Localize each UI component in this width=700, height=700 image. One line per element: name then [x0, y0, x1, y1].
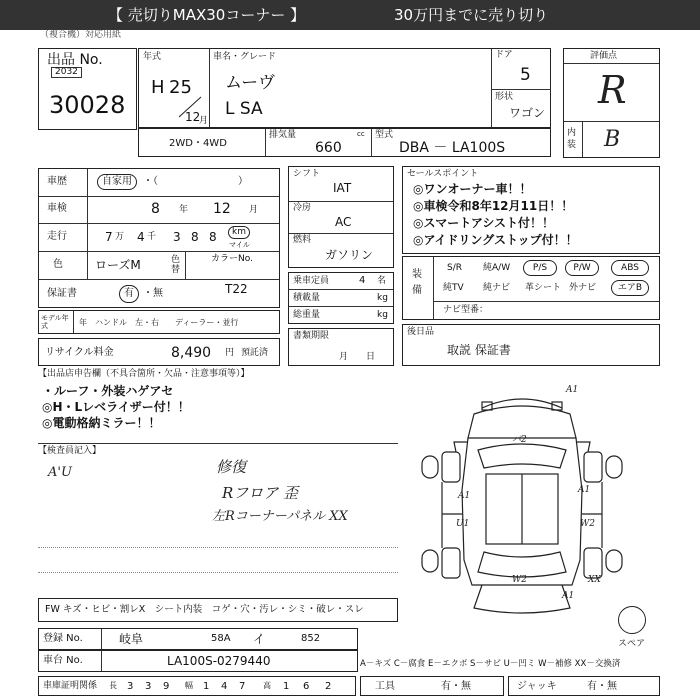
lot-number: 30028 [49, 91, 126, 119]
spare-label: スペア [618, 639, 646, 649]
equip-ext-navi: 外ナビ [569, 283, 597, 293]
color-change-label: 色替 [171, 255, 181, 275]
model-label: 型式 [375, 130, 394, 140]
mileage-d3: 3 [173, 230, 181, 244]
doors-value: 5 [520, 65, 531, 85]
inspector-label: 【検査員記入】 [38, 446, 102, 456]
recycle-unit: 円 [225, 348, 235, 358]
equip-leather: 革シート [525, 283, 562, 293]
color-value: ローズM [95, 258, 141, 272]
mileage-man: 7 [105, 230, 113, 244]
ac-label: 冷房 [293, 203, 312, 213]
cert-f1: 3 [127, 681, 134, 692]
history-rest: ・（ ） [143, 176, 248, 187]
banner-left: 【 売切りMAX30コーナー 】 [108, 6, 306, 24]
car-grade: L SA [225, 99, 263, 119]
tools-box [360, 676, 504, 696]
spare-tire-icon [618, 606, 646, 634]
equip-aw: 純A/W [483, 263, 511, 273]
sales-point-2: ◎車検令和8年12月11日！！ [413, 199, 574, 213]
registration-region: 岐阜 [119, 632, 144, 646]
later-label: 後日品 [407, 327, 435, 337]
damage-mark-8: XX [588, 575, 601, 585]
cert-f8: 高 [263, 681, 271, 690]
interior-value: B [604, 127, 621, 152]
model-year-row [38, 310, 280, 334]
header-note: （複合機）対応用紙 [40, 30, 122, 40]
sales-point-1: ◎ワンオーナー車！！ [413, 182, 532, 196]
inspection-label: 車検 [47, 203, 67, 214]
damage-codes: A－キズ C－腐食 E－エクボ S－サビ U－凹ミ W－補修 XX－交換済 [360, 659, 621, 669]
damage-mark-5: A1 [578, 485, 591, 495]
color-label: 色 [53, 259, 63, 270]
damage-mark-6: W2 [580, 519, 595, 529]
exhibitor-line-2: ◎H・Lレベライザー付！！ [42, 400, 190, 414]
capacity-label: 乗車定員 [293, 276, 330, 286]
mileage-d5: 8 [209, 230, 217, 244]
mileage-d4: 8 [191, 230, 199, 244]
score-box [563, 48, 660, 158]
displacement-label: 排気量 [269, 130, 297, 140]
exhibitor-label: 【出品店申告欄（不具合箇所・欠品・注意事項等）】 [38, 369, 250, 379]
equipment-label: 装備 [412, 269, 422, 296]
chassis-value: LA100S-0279440 [167, 654, 271, 668]
jack-value: 有・無 [587, 681, 617, 692]
weight-label: 総重量 [293, 310, 321, 320]
color-code-label: カラーNo. [211, 254, 253, 264]
cert-f11: 2 [325, 681, 332, 692]
equip-airbag: エアB [611, 280, 649, 296]
displacement-value: 660 [315, 140, 342, 156]
registration-number: 852 [301, 633, 321, 644]
load-unit: kg [377, 293, 388, 303]
docs-box [288, 328, 394, 366]
inspector-hw-3: 左Rコーナーパネル XX [212, 509, 348, 524]
equip-tv: 純TV [443, 283, 464, 293]
fuel-value: ガソリン [325, 248, 374, 262]
doors-label: ドア [495, 50, 513, 60]
sales-label: セールスポイント [407, 169, 479, 179]
damage-mark-4: U1 [456, 519, 470, 529]
chassis-label: 車台 No. [43, 655, 83, 666]
ac-value: AC [335, 215, 352, 229]
sales-box [402, 166, 660, 254]
tools-label: 工具 [375, 681, 395, 692]
cert-row [38, 676, 356, 696]
banner-right: 30万円までに売り切り [394, 6, 549, 24]
recycle-row [38, 338, 280, 366]
detail-table [38, 168, 280, 308]
inspection-year: 8 [151, 201, 160, 217]
damage-mark-1: A1 [566, 385, 579, 395]
drive-type: 2WD・4WD [169, 138, 227, 149]
sales-point-3: ◎スマートアシスト付！！ [413, 216, 555, 230]
registration-kana: イ [253, 632, 266, 646]
shift-value: IAT [333, 181, 352, 195]
cert-f5: 1 [203, 681, 210, 692]
inspection-year-unit: 年 [179, 205, 189, 215]
damage-legend-text: FW キズ・ヒビ・割レX シート内装 コゲ・穴・汚レ・シミ・破レ・スレ [45, 604, 364, 615]
damage-mark-3: A1 [458, 491, 471, 501]
sales-point-4: ◎アイドリングストップ付！！ [413, 233, 578, 247]
model-year-label: モデル年式 [41, 314, 69, 330]
shift-label: シフト [293, 169, 321, 179]
cert-f3: 9 [163, 681, 170, 692]
cert-f0: 長 [109, 681, 117, 690]
equip-navi-model: ナビ型番： [443, 305, 489, 315]
year-month: 12 [185, 110, 201, 124]
recycle-note: 預託済 [241, 348, 269, 358]
capacity-value: 4 [359, 275, 366, 286]
cert-label: 車庫証明関係 [43, 681, 98, 691]
warranty-no: ・無 [143, 288, 163, 299]
score-value: R [598, 68, 627, 112]
tools-value: 有・無 [441, 681, 471, 692]
equip-ps: P/S [523, 260, 557, 276]
mileage-man-unit: 万 [115, 232, 125, 242]
shape-label: 形状 [495, 92, 514, 102]
score-label: 評価点 [590, 51, 618, 61]
cert-f6: 4 [221, 681, 228, 692]
jack-label: ジャッキ [517, 681, 557, 692]
middle-table [288, 166, 394, 268]
spec-row [138, 128, 551, 157]
year-label: 年式 [143, 52, 162, 62]
recycle-label: リサイクル料金 [45, 347, 114, 358]
equip-pw: P/W [565, 260, 599, 276]
equip-navi: 純ナビ [483, 283, 511, 293]
model-value: DBA － LA100S [399, 140, 506, 156]
inspector-hw-1: 修復 [216, 458, 247, 476]
damage-mark-2: バ2 [512, 435, 527, 445]
mileage-sen-unit: 千 [147, 232, 157, 242]
banner [0, 0, 700, 30]
cert-f9: 1 [283, 681, 290, 692]
mileage-unit-mile: マイル [229, 241, 250, 249]
color-code: T22 [225, 282, 248, 296]
shape-value: ワゴン [509, 106, 546, 120]
equip-sr: S/R [447, 263, 462, 273]
mileage-label: 走行 [47, 231, 67, 242]
docs-label: 書類期限 [293, 331, 330, 341]
recycle-value: 8,490 [171, 345, 212, 361]
cert-f7: 7 [239, 681, 246, 692]
weight-unit: kg [377, 310, 388, 320]
registration-class: 58A [211, 633, 231, 644]
equipment-box [402, 256, 660, 320]
exhibitor-line-3: ◎電動格納ミラー！！ [42, 416, 161, 430]
jack-box [508, 676, 660, 696]
capacity-table [288, 272, 394, 324]
year-month-unit: 月 [199, 116, 209, 126]
cert-f4: 幅 [185, 681, 193, 690]
history-value: 自家用 [97, 174, 137, 190]
inspector-hw-2: Rフロア 歪 [222, 484, 299, 502]
cert-f10: 6 [303, 681, 310, 692]
displacement-unit: cc [357, 130, 365, 138]
vehicle-header [138, 48, 551, 128]
lot-box [38, 48, 137, 130]
lot-tag: 2032 [51, 67, 82, 78]
mileage-sen: 4 [137, 230, 145, 244]
cert-f2: 3 [145, 681, 152, 692]
chassis-row [38, 650, 358, 672]
inspector-hw-left: A'U [48, 465, 72, 480]
later-value: 取説 保証書 [447, 343, 511, 357]
damage-legend [38, 598, 398, 622]
fuel-label: 燃料 [293, 235, 312, 245]
history-label: 車歴 [47, 176, 67, 187]
later-box [402, 324, 660, 366]
inspection-month: 12 [213, 201, 231, 217]
warranty-label: 保証書 [47, 288, 77, 299]
equip-abs: ABS [611, 260, 649, 276]
warranty-yes: 有 [119, 285, 139, 303]
registration-label: 登録 No. [43, 633, 83, 644]
inspection-month-unit: 月 [249, 205, 259, 215]
exhibitor-line-1: ・ルーフ・外装ハゲアセ [42, 384, 174, 398]
damage-mark-7: W2 [512, 575, 527, 585]
load-label: 積載量 [293, 293, 321, 303]
docs-unit: 月 日 [339, 352, 376, 362]
mileage-unit-km: km [228, 226, 250, 239]
year-era: H [151, 77, 165, 98]
capacity-unit: 名 [377, 276, 387, 286]
registration-row [38, 628, 358, 650]
lot-label: 出品 No. [47, 52, 103, 68]
model-year-fields: 年 ハンドル 左・右 ディーラー・並行 [79, 318, 239, 327]
year-value: 25 [169, 77, 192, 98]
car-label: 車名・グレード [213, 52, 277, 62]
car-name: ムーヴ [225, 73, 276, 93]
damage-mark-9: A1 [562, 591, 575, 601]
interior-label: 内装 [567, 128, 577, 150]
